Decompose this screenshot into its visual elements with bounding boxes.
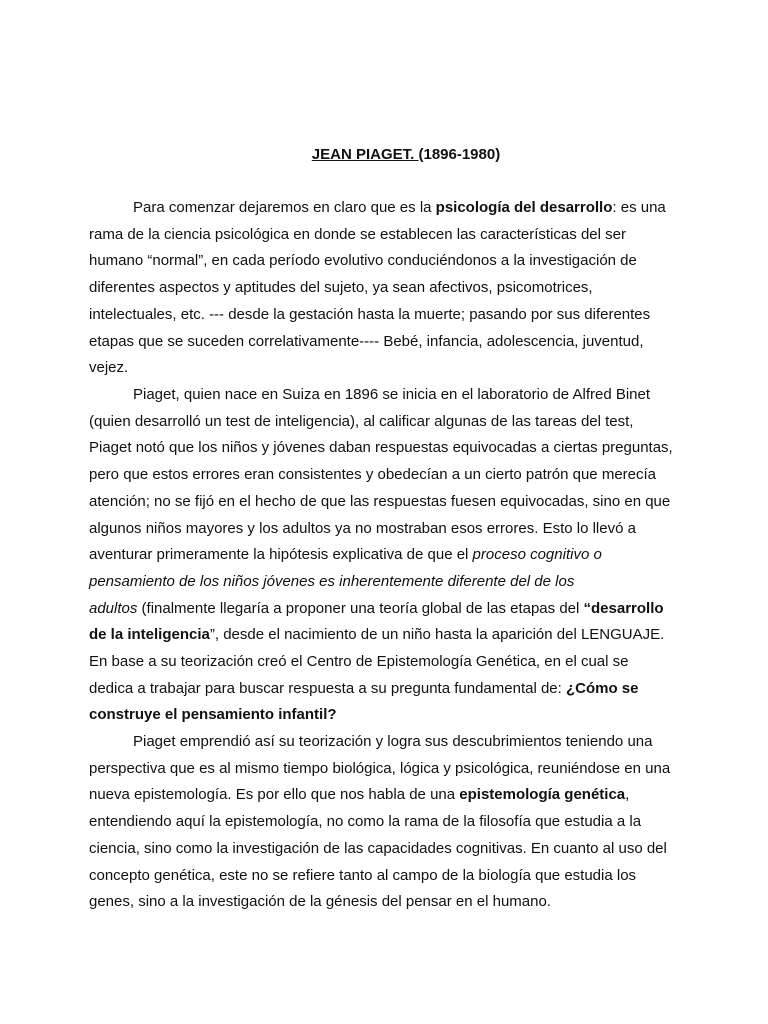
text-line <box>89 702 679 729</box>
text-line <box>89 809 679 836</box>
text-run: vejez. <box>89 359 129 377</box>
text-line <box>89 462 679 489</box>
text-run: ciencia, sino como la investigación de las capacidades cognitivas. En cuanto al uso del <box>89 839 667 857</box>
text-run: rama de la ciencia psicológica en donde se establecen las características del ser <box>89 225 626 243</box>
text-run: humano “normal”, en cada período evolutivo conduciéndonos a la investigación de <box>89 252 637 270</box>
text-run: ”, desde el nacimiento de un niño hasta la aparición del LENGUAJE. <box>209 626 665 644</box>
text-line <box>89 516 679 543</box>
bold-text: psicología del desarrollo <box>435 199 613 216</box>
title-dates: (1896-1980) <box>418 146 501 163</box>
text-run: Piaget notó que los niños y jóvenes daban respuestas equivocadas a ciertas preguntas, <box>89 439 673 457</box>
text-line <box>89 889 679 916</box>
text-line <box>89 302 679 329</box>
paragraph-piaget-binet <box>89 382 679 729</box>
text-run: entendiendo aquí la epistemología, no como la rama de la filosofía que estudia a la <box>89 813 642 831</box>
text-run: algunos niños mayores y los adultos ya no mostraban esos errores. Esto lo llevó a <box>89 519 636 537</box>
text-run: intelectuales, etc. --- desde la gestación hasta la muerte; pasando por sus diferentes <box>89 305 651 323</box>
text-line <box>89 596 679 623</box>
bold-text: construye el pensamiento infantil? <box>89 706 337 724</box>
bold-text: de la inteligencia <box>89 626 210 644</box>
text-run: Piaget emprendió así su teorización y logra sus descubrimientos teniendo una <box>133 733 653 750</box>
text-line <box>89 622 679 649</box>
text-run: perspectiva que es al mismo tiempo biológica, lógica y psicológica, reuniéndose en una <box>89 759 671 777</box>
text-run: concepto genética, este no se refiere tanto al campo de la biología que estudia los <box>89 866 637 884</box>
italic-text: proceso cognitivo o <box>472 546 602 564</box>
text-line <box>89 248 679 275</box>
text-line <box>89 489 679 516</box>
text-line <box>89 782 679 809</box>
text-line <box>89 676 679 703</box>
text-run: (finalmente llegaría a proponer una teoría global de las etapas del <box>137 599 584 617</box>
text-line <box>89 409 679 436</box>
text-run: nueva epistemología. Es por ello que nos habla de una <box>89 786 460 804</box>
paragraph-epistemologia-genetica <box>89 729 679 916</box>
text-line <box>89 222 679 249</box>
text-line <box>89 649 679 676</box>
text-line <box>89 382 679 409</box>
text-run: pero que estos errores eran consistentes y obedecían a un cierto patrón que merecía <box>89 466 657 484</box>
text-run: , <box>625 786 630 804</box>
text-line <box>89 863 679 890</box>
text-line <box>89 195 679 222</box>
paragraph-psicologia-desarrollo <box>89 195 679 382</box>
text-line <box>89 275 679 302</box>
text-run: diferentes aspectos y aptitudes del sujeto, ya sean afectivos, psicomotrices, <box>89 279 593 297</box>
text-run: En base a su teorización creó el Centro de Epistemología Genética, en el cual se <box>89 653 629 671</box>
bold-text: ¿Cómo se <box>565 679 639 697</box>
text-line <box>89 569 679 596</box>
text-run: dedica a trabajar para buscar respuesta a su pregunta fundamental de: <box>89 679 566 697</box>
text-run: etapas que se suceden correlativamente---- Bebé, infancia, adolescencia, juventud, <box>89 332 644 350</box>
text-line <box>89 729 679 756</box>
text-line <box>89 542 679 569</box>
document-title <box>0 145 768 165</box>
text-line <box>89 355 679 382</box>
text-run: Piaget, quien nace en Suiza en 1896 se inicia en el laboratorio de Alfred Binet <box>133 386 651 403</box>
text-run: atención; no se fijó en el hecho de que las respuestas fuesen equivocadas, sino en que <box>89 492 671 510</box>
text-run: genes, sino a la investigación de la génesis del pensar en el humano. <box>89 893 551 911</box>
text-run: aventurar primeramente la hipótesis explicativa de que el <box>89 546 473 564</box>
bold-text: “desarrollo <box>583 599 664 617</box>
text-run: Para comenzar dejaremos en claro que es la <box>133 199 436 216</box>
text-line <box>89 435 679 462</box>
title-name: JEAN PIAGET. <box>311 146 419 163</box>
bold-text: epistemología genética <box>459 786 626 804</box>
text-run: : es una <box>612 199 666 216</box>
italic-text: adultos <box>89 599 138 617</box>
text-line <box>89 329 679 356</box>
italic-text: pensamiento de los niños jóvenes es inherentemente diferente del de los <box>89 572 575 590</box>
text-line <box>89 756 679 783</box>
text-line <box>89 836 679 863</box>
text-run: (quien desarrolló un test de inteligencia), al calificar algunas de las tareas del test, <box>89 412 634 430</box>
